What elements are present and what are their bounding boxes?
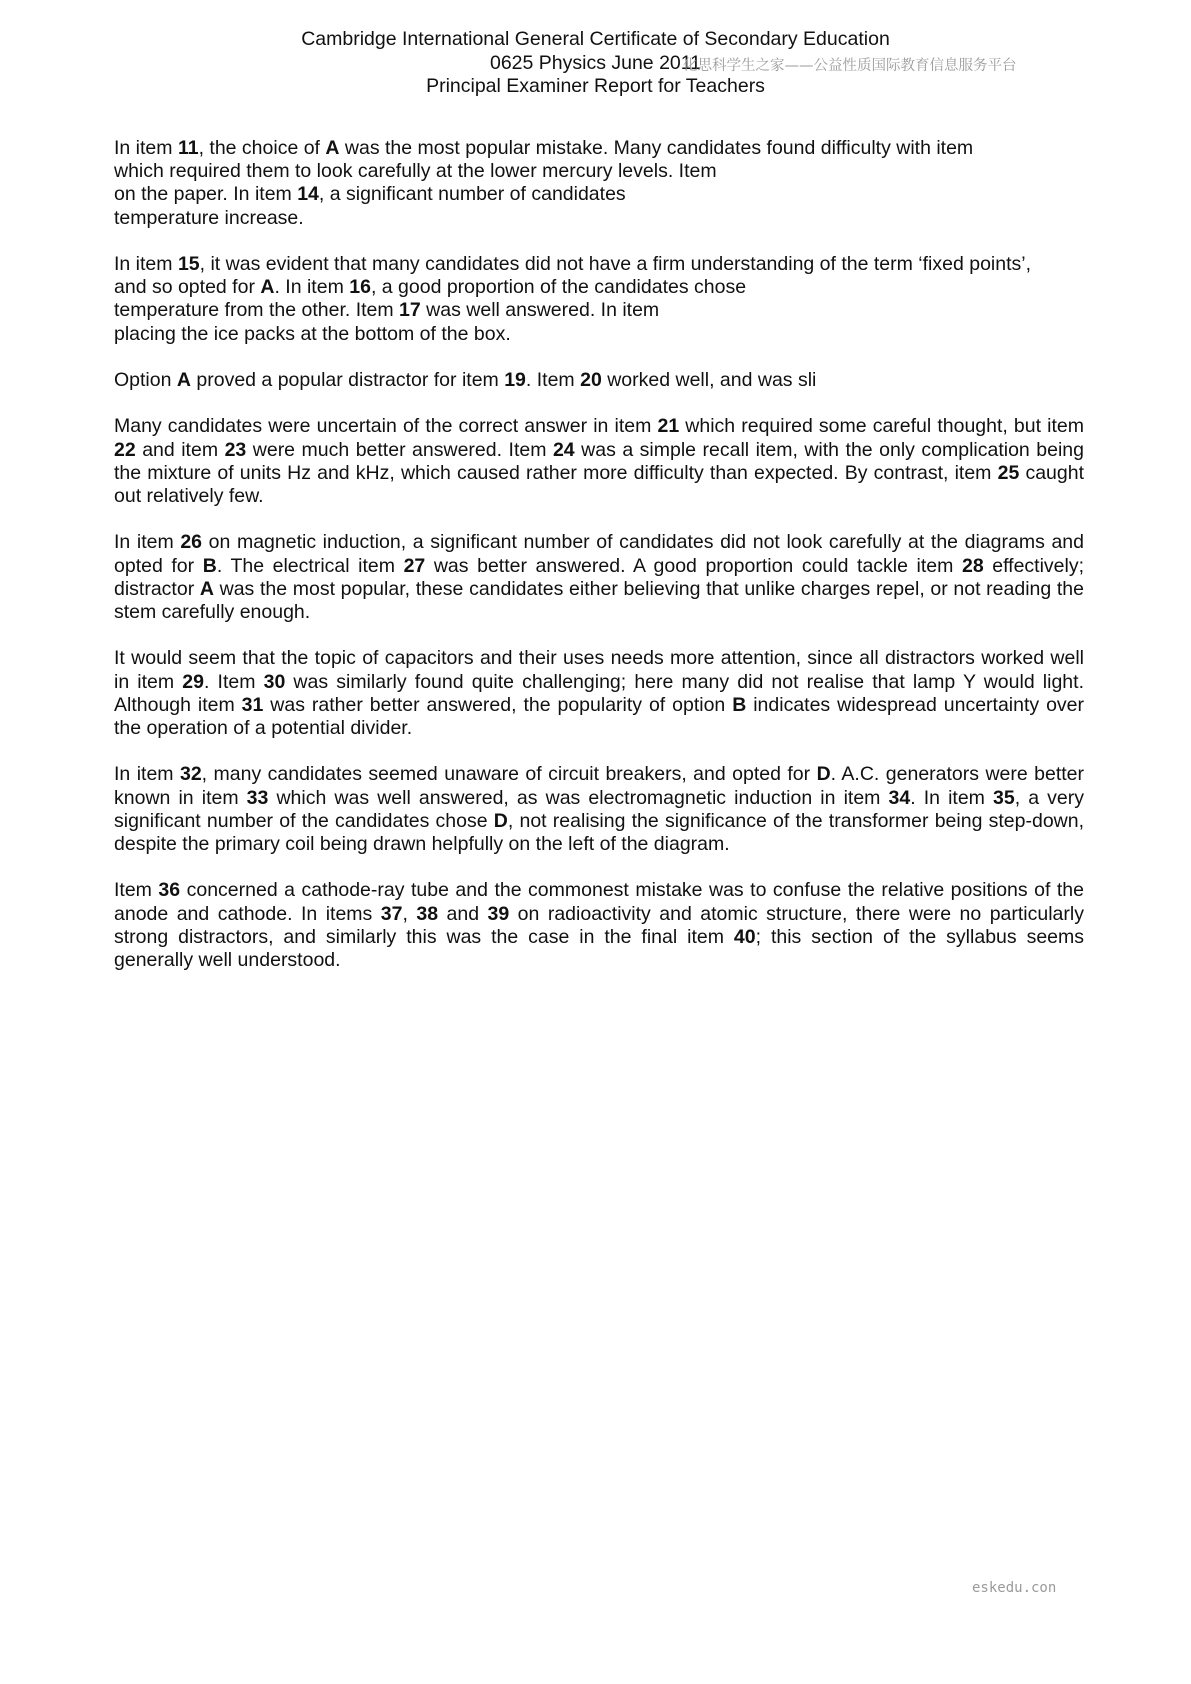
paragraph-text: which required them to look carefully at the lower mercury levels. Item bbox=[114, 160, 717, 183]
paragraph-text: which was well answered, as was electromagnetic induction in item bbox=[268, 786, 889, 809]
header-report-title: Principal Examiner Report for Teachers bbox=[426, 75, 765, 97]
paragraph-text: on radioactivity and atomic structure, there were no particularly strong distractors, and similarly this was the case in the final item bbox=[114, 902, 1084, 948]
paragraph-text: Option bbox=[114, 369, 177, 391]
item-reference: 27 bbox=[403, 554, 426, 577]
item-reference: 11 bbox=[177, 137, 199, 159]
paragraph-text: . A.C. generators were better known in item bbox=[114, 763, 1084, 809]
item-reference: 38 bbox=[416, 902, 439, 925]
paragraph-text: concerned a cathode-ray tube and the commonest mistake was to confuse the relative positions of the anode and cathode. In items bbox=[114, 879, 1085, 925]
item-reference: 35 bbox=[993, 786, 1015, 809]
item-reference: B bbox=[202, 554, 217, 577]
paragraph-text: , it was evident that many candidates did not have a firm understanding of the term ‘fixed points’, bbox=[199, 253, 1032, 275]
paragraph-text: It would seem that the topic of capacitors and their uses needs more attention, since all distractors worked well in item bbox=[114, 647, 1084, 693]
paragraph-text: were much better answered. Item bbox=[246, 438, 553, 461]
paragraph-text: on the paper. In item bbox=[114, 183, 298, 206]
item-reference: 29 bbox=[182, 670, 204, 693]
paragraph-text: temperature from the other. Item bbox=[114, 299, 400, 322]
item-reference: A bbox=[325, 137, 340, 159]
paragraph-text: . The electrical item bbox=[216, 554, 404, 577]
item-reference: A bbox=[176, 369, 191, 391]
paragraph-text: , a significant number of candidates bbox=[318, 183, 626, 206]
paragraph-text: on magnetic induction, a significant number of candidates did not look carefully at the diagrams and opted for bbox=[114, 531, 1084, 577]
paragraph-text: In item bbox=[114, 137, 178, 159]
item-reference: 37 bbox=[380, 902, 403, 925]
item-reference: 17 bbox=[399, 299, 421, 322]
item-reference: 30 bbox=[263, 670, 286, 693]
item-reference: 22 bbox=[114, 438, 136, 461]
paragraph-text: temperature increase. bbox=[114, 206, 304, 229]
item-reference: 16 bbox=[349, 276, 371, 299]
item-reference: 24 bbox=[552, 438, 575, 461]
paragraph-text: , the choice of bbox=[198, 137, 326, 159]
paragraph-text: effectively; distractor bbox=[114, 554, 1085, 600]
paragraph-text: . In item bbox=[274, 276, 350, 299]
item-reference: 28 bbox=[961, 554, 984, 577]
paragraph-text: was well answered. In item bbox=[420, 299, 660, 322]
paragraph bbox=[114, 369, 1084, 392]
paragraph-text: In item bbox=[114, 253, 178, 275]
watermark-text: 化思科学生之家——公益性质国际教育信息服务平台 bbox=[683, 58, 1017, 74]
item-reference: 31 bbox=[241, 693, 264, 716]
item-reference: A bbox=[199, 577, 214, 600]
item-reference: 36 bbox=[158, 879, 181, 902]
paragraph-text: and bbox=[438, 902, 488, 925]
paragraph-text: proved a popular distractor for item bbox=[190, 369, 505, 391]
paragraph-text: indicates widespread uncertainty over the operation of a potential divider. bbox=[114, 693, 1085, 739]
paragraph bbox=[114, 253, 1084, 346]
item-reference: 33 bbox=[246, 786, 269, 809]
item-reference: B bbox=[732, 693, 747, 716]
item-reference: A bbox=[260, 276, 275, 299]
paragraph-text: was rather better answered, the popularity of option bbox=[263, 693, 733, 716]
paragraph-text: was the most popular mistake. Many candidates found difficulty with item bbox=[339, 137, 974, 159]
paragraph-text: . Item bbox=[525, 369, 581, 391]
item-reference: 25 bbox=[997, 461, 1020, 484]
header-title: Cambridge International General Certificate of Secondary Education bbox=[301, 28, 890, 50]
paragraph bbox=[114, 647, 1084, 740]
item-reference: 23 bbox=[224, 438, 247, 461]
item-reference: 20 bbox=[580, 369, 602, 391]
paragraph-text: was the most popular, these candidates either believing that unlike charges repel, or not reading the stem carefully enough. bbox=[114, 577, 1085, 623]
paragraph-text: was similarly found quite challenging; here many did not realise that lamp Y would light. Although item bbox=[114, 670, 1084, 716]
item-reference: 39 bbox=[487, 902, 510, 925]
paragraph-text: was a simple recall item, with the only complication being the mixture of units Hz and kHz, which caused rather more difficulty than expected. By contrast, item bbox=[114, 438, 1084, 484]
paragraph-text: placing the ice packs at the bottom of the box. bbox=[114, 322, 511, 345]
paragraph-text: worked well, and was sli bbox=[601, 369, 817, 391]
item-reference: D bbox=[816, 763, 831, 786]
paragraph-text: , many candidates seemed unaware of circuit breakers, and opted for bbox=[201, 763, 817, 786]
paragraph-text: . In item bbox=[910, 786, 994, 809]
item-reference: 15 bbox=[177, 253, 200, 275]
item-reference: D bbox=[493, 809, 508, 832]
paragraph bbox=[114, 763, 1084, 856]
item-reference: 26 bbox=[180, 531, 203, 554]
item-reference: 34 bbox=[888, 786, 911, 809]
paragraph-text: was better answered. A good proportion could tackle item bbox=[425, 554, 962, 577]
item-reference: 40 bbox=[733, 925, 756, 948]
paragraph-text: , bbox=[402, 902, 417, 925]
paragraph-text: ; this section of the syllabus seems generally well understood. bbox=[114, 925, 1085, 971]
footer-site-label: eskedu.con bbox=[972, 1580, 1057, 1596]
header-subject: 0625 Physics June 2011 bbox=[489, 51, 702, 74]
paragraph-text: In item bbox=[114, 531, 181, 554]
paragraph bbox=[114, 137, 1084, 230]
paragraph bbox=[114, 415, 1084, 508]
paragraph bbox=[114, 531, 1084, 624]
item-reference: 14 bbox=[297, 183, 319, 206]
paragraph-text: which required some careful thought, but item bbox=[679, 415, 1084, 438]
paragraph-text: , not realising the significance of the transformer being step-down, despite the primary coil being drawn helpfully on the left of the diagram. bbox=[114, 809, 1085, 855]
paragraph-text: In item bbox=[114, 763, 180, 786]
paragraph-text: and so opted for bbox=[114, 276, 261, 299]
paragraph-text: Many candidates were uncertain of the correct answer in item bbox=[114, 415, 658, 438]
item-reference: 19 bbox=[504, 369, 526, 391]
paragraph-text: , a good proportion of the candidates chose bbox=[370, 276, 747, 299]
paragraph-text: caught out relatively few. bbox=[114, 461, 1085, 507]
paragraph-text: . Item bbox=[203, 670, 264, 693]
paragraph bbox=[114, 879, 1084, 972]
report-body bbox=[114, 137, 1084, 995]
item-reference: 32 bbox=[179, 763, 202, 786]
item-reference: 21 bbox=[657, 415, 680, 438]
paragraph-text: , a very significant number of the candidates chose bbox=[114, 786, 1085, 832]
paragraph-text: and item bbox=[135, 438, 225, 461]
paragraph-text: Item bbox=[114, 879, 159, 902]
